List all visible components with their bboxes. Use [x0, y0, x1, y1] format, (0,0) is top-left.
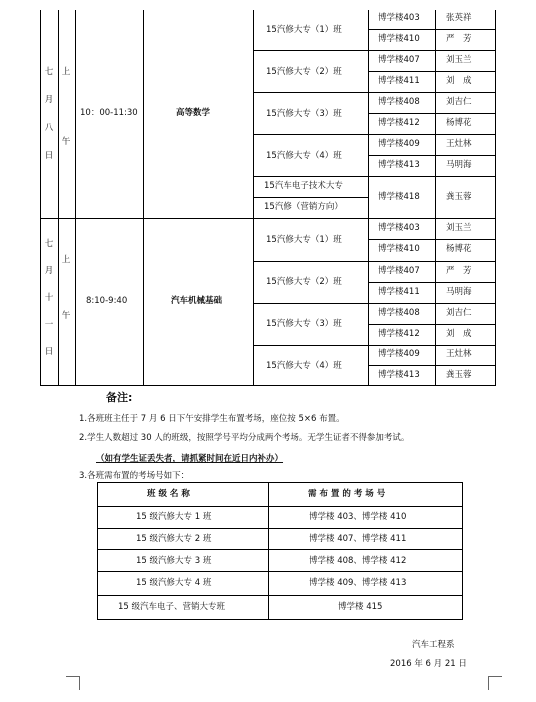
room: 博学楼412: [378, 329, 420, 339]
room: 博学楼410: [378, 34, 420, 44]
table-row-class: 15 级汽修大专 3 班: [136, 556, 212, 566]
document-date: 2016 年 6 月 21 日: [390, 659, 467, 669]
note-item-1: 1.各班班主任于 7 月 6 日下午安排学生布置考场，座位按 5×6 布置。: [79, 414, 345, 424]
header-rooms: 需 布 置 的 考 场 号: [308, 489, 386, 499]
period-cell: 上 午: [61, 255, 71, 321]
room: 博学楼407: [378, 55, 420, 65]
room: 博学楼413: [378, 370, 420, 380]
class-name: 15汽修大专（2）班: [266, 277, 342, 287]
room: 博学楼410: [378, 244, 420, 254]
room: 博学楼411: [378, 76, 420, 86]
proctor: 刘吉仁: [446, 97, 472, 107]
class-name: 15汽修大专（1）班: [266, 235, 342, 245]
class-name: 15汽车电子技术大专: [264, 181, 343, 191]
time-cell: 10：00-11:30: [80, 108, 138, 118]
proctor: 龚玉蓉: [446, 370, 472, 380]
proctor: 马明海: [446, 287, 472, 297]
department-name: 汽车工程系: [412, 640, 455, 650]
notes-heading: 备注:: [106, 391, 133, 404]
room: 博学楼408: [378, 308, 420, 318]
date-char: 七 月 十 一 日: [44, 239, 54, 357]
room: 博学楼407: [378, 266, 420, 276]
proctor: 杨博花: [446, 118, 472, 128]
date-char: [43, 68, 55, 180]
date-text: 七 月 八 日: [44, 67, 54, 161]
subject-cell: 汽车机械基础: [171, 296, 223, 306]
class-name: 15汽修大专（3）班: [266, 109, 342, 119]
class-name: 15汽修大专（2）班: [266, 67, 342, 77]
table-row-rooms: 博学楼 408、博学楼 412: [309, 556, 407, 566]
room: 博学楼409: [378, 139, 420, 149]
class-name: 15汽修大专（1）班: [266, 25, 342, 35]
proctor: 龚玉蓉: [446, 192, 472, 202]
proctor: 刘吉仁: [446, 308, 472, 318]
proctor: 张英祥: [446, 13, 472, 23]
note-item-2: 2.学生人数超过 30 人的班级，按照学号平均分成两个考场。无学生证者不得参加考试。: [79, 433, 410, 443]
room: 博学楼408: [378, 97, 420, 107]
proctor: 马明海: [446, 160, 472, 170]
proctor: 刘 成: [446, 329, 472, 339]
subject-cell: 高等数学: [176, 108, 211, 118]
class-name: 15汽修大专（4）班: [266, 361, 342, 371]
proctor: 严 芳: [446, 266, 472, 276]
room: 博学楼412: [378, 118, 420, 128]
room: 博学楼403: [378, 223, 420, 233]
class-name: 15汽修大专（4）班: [266, 151, 342, 161]
table-row-class: 15 级汽车电子、营销大专班: [118, 602, 226, 612]
table-row-rooms: 博学楼 403、博学楼 410: [309, 512, 407, 522]
table-row-rooms: 博学楼 415: [338, 602, 383, 612]
room: 博学楼403: [378, 13, 420, 23]
class-name-secondary: 15汽修（营销方向）: [264, 202, 343, 212]
class-name: 15汽修大专（3）班: [266, 319, 342, 329]
note-item-3: 3.各班需布置的考场号如下：: [79, 471, 190, 481]
proctor: 王灶林: [446, 349, 472, 359]
time-cell: 8:10-9:40: [86, 296, 128, 306]
proctor: 刘玉兰: [446, 55, 472, 65]
proctor: 王灶林: [446, 139, 472, 149]
table-row-class: 15 级汽修大专 4 班: [136, 578, 212, 588]
room: 博学楼409: [378, 349, 420, 359]
period-cell: 上 午: [61, 67, 71, 147]
table-row-class: 15 级汽修大专 2 班: [136, 534, 212, 544]
header-class-name: 班 级 名 称: [147, 489, 190, 499]
room: 博学楼411: [378, 287, 420, 297]
proctor: 杨博花: [446, 244, 472, 254]
proctor: 严 芳: [446, 34, 472, 44]
proctor: 刘玉兰: [446, 223, 472, 233]
table-row-rooms: 博学楼 409、博学楼 413: [309, 578, 407, 588]
table-row-class: 15 级汽修大专 1 班: [136, 512, 212, 522]
room: 博学楼418: [378, 192, 420, 202]
proctor: 刘 成: [446, 76, 472, 86]
table-row-rooms: 博学楼 407、博学楼 411: [309, 534, 407, 544]
note-item-2-emphasis: （如有学生证丢失者，请抓紧时间在近日内补办）: [96, 454, 284, 464]
room: 博学楼413: [378, 160, 420, 170]
